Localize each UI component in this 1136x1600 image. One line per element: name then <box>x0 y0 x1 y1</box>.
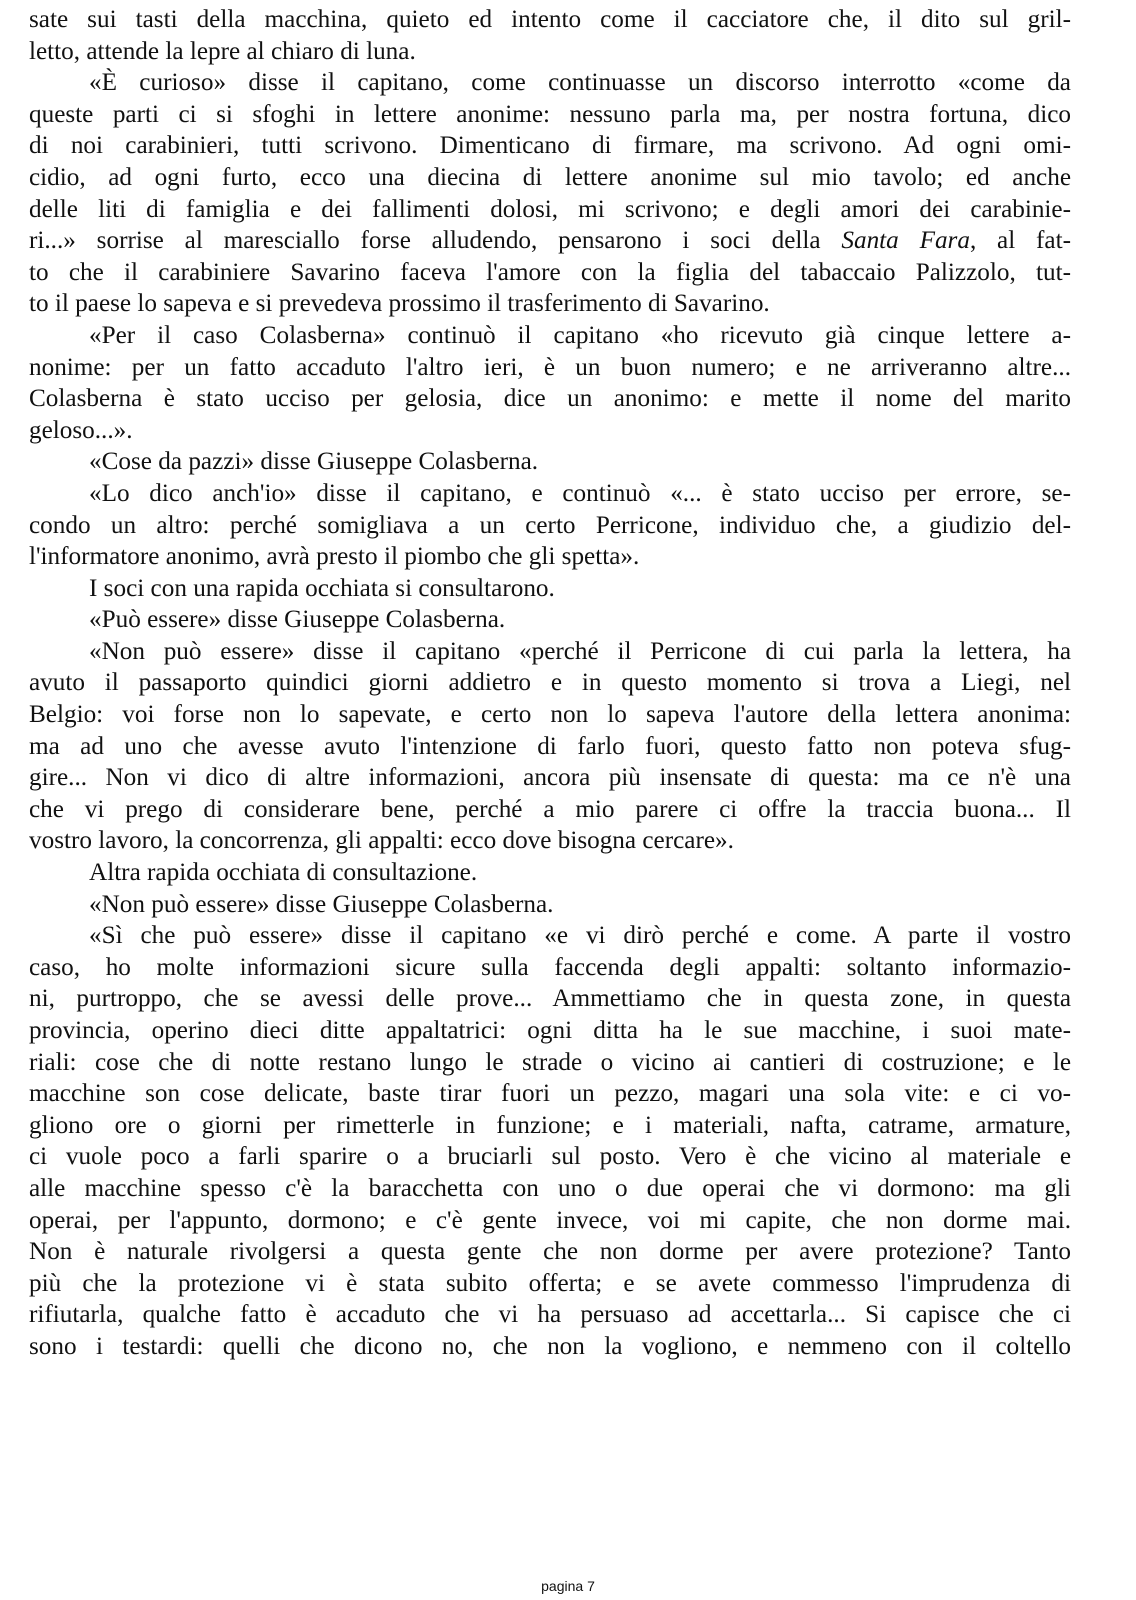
text-line: sono i testardi: quelli che dicono no, che non la vogliono, e nemmeno con il coltello <box>29 1332 1071 1360</box>
text-line: Non è naturale rivolgersi a questa gente che non dorme per avere protezione? Tanto <box>29 1238 1071 1266</box>
text-line: to che il carabiniere Savarino faceva l'amore con la figlia del tabaccaio Palizzolo, tut- <box>29 258 1071 286</box>
text-line: «Cose da pazzi» disse Giuseppe Colasberna. <box>89 448 539 476</box>
text-segment: ri...» sorrise al maresciallo forse alludendo, pensarono i soci della <box>29 227 842 255</box>
text-line: «Lo dico anch'io» disse il capitano, e continuò «... è stato ucciso per errore, se- <box>89 479 1071 507</box>
text-line: «È curioso» disse il capitano, come continuasse un discorso interrotto «come da <box>89 69 1071 97</box>
text-line: condo un altro: perché somigliava a un certo Perricone, individuo che, a giudizio del- <box>29 511 1071 539</box>
text-line: Colasberna è stato ucciso per gelosia, dice un anonimo: e mette il nome del marito <box>29 385 1071 413</box>
text-line: riali: cose che di notte restano lungo le strade o vicino ai cantieri di costruzione; e le <box>29 1048 1071 1076</box>
text-line: queste parti ci si sfoghi in lettere anonime: nessuno parla ma, per nostra fortuna, dico <box>29 100 1071 128</box>
text-line: ci vuole poco a farli sparire o a bruciarli sul posto. Vero è che vicino al materiale e <box>29 1143 1071 1171</box>
text-line: «Non può essere» disse il capitano «perché il Perricone di cui parla la lettera, ha <box>89 637 1071 665</box>
text-segment: , al fat- <box>969 227 1071 255</box>
text-line: letto, attende la lepre al chiaro di luna. <box>29 37 416 65</box>
text-line: gliono ore o giorni per rimetterle in funzione; e i materiali, nafta, catrame, armature, <box>29 1111 1071 1139</box>
text-line: sate sui tasti della macchina, quieto ed intento come il cacciatore che, il dito sul gril- <box>29 6 1071 33</box>
text-line: l'informatore anonimo, avrà presto il piombo che gli spetta». <box>29 543 640 571</box>
text-line: ni, purtroppo, che se avessi delle prove... Ammettiamo che in questa zone, in questa <box>29 985 1071 1013</box>
text-line: Belgio: voi forse non lo sapevate, e certo non lo sapeva l'autore della lettera anonima: <box>29 701 1071 729</box>
text-line: vostro lavoro, la concorrenza, gli appalti: ecco dove bisogna cercare». <box>29 827 734 855</box>
text-line: ma ad uno che avesse avuto l'intenzione di farlo fuori, questo fatto non poteva sfug- <box>29 732 1071 760</box>
text-line: nonime: per un fatto accaduto l'altro ieri, è un buon numero; e ne arriveranno altre... <box>29 353 1071 381</box>
text-line: to il paese lo sapeva e si prevedeva prossimo il trasferimento di Savarino. <box>29 290 770 318</box>
text-line: «Non può essere» disse Giuseppe Colasberna. <box>89 890 554 918</box>
text-line: delle liti di famiglia e dei fallimenti dolosi, mi scrivono; e degli amori dei carabinie- <box>29 195 1071 223</box>
text-line: di noi carabinieri, tutti scrivono. Dimenticano di firmare, ma scrivono. Ad ogni omi- <box>29 132 1071 160</box>
text-line: rifiutarla, qualche fatto è accaduto che vi ha persuaso ad accettarla... Si capisce che ci <box>29 1301 1071 1329</box>
text-line: gire... Non vi dico di altre informazioni, ancora più insensate di questa: ma ce n'è una <box>29 764 1071 792</box>
text-line: che vi prego di considerare bene, perché a mio parere ci offre la traccia buona... Il <box>29 795 1071 823</box>
text-line: cidio, ad ogni furto, ecco una diecina di lettere anonime sul mio tavolo; ed anche <box>29 163 1071 191</box>
text-line: macchine son cose delicate, baste tirar fuori un pezzo, magari una sola vite: e ci vo- <box>29 1080 1071 1108</box>
text-line: provincia, operino dieci ditte appaltatrici: ogni ditta ha le sue macchine, i suoi mate- <box>29 1017 1071 1044</box>
text-line: «Può essere» disse Giuseppe Colasberna. <box>89 606 506 634</box>
text-line <box>29 225 1071 257</box>
text-line: geloso...». <box>29 416 133 444</box>
text-line: Altra rapida occhiata di consultazione. <box>89 859 478 887</box>
text-line: avuto il passaporto quindici giorni addietro e in questo momento si trova a Liegi, nel <box>29 669 1071 697</box>
text-line: «Sì che può essere» disse il capitano «e vi dirò perché e come. A parte il vostro <box>89 922 1071 950</box>
text-line: operai, per l'appunto, dormono; e c'è gente invece, voi mi capite, che non dorme mai. <box>29 1206 1071 1234</box>
text-line: caso, ho molte informazioni sicure sulla faccenda degli appalti: soltanto informazio- <box>29 953 1071 981</box>
text-line: I soci con una rapida occhiata si consultarono. <box>89 574 555 602</box>
page-number: pagina 7 <box>541 1578 595 1594</box>
text-line: più che la protezione vi è stata subito offerta; e se avete commesso l'imprudenza di <box>29 1269 1071 1297</box>
text-line: «Per il caso Colasberna» continuò il capitano «ho ricevuto già cinque lettere a- <box>89 321 1071 349</box>
italic-title: Santa Fara <box>841 227 970 255</box>
text-line: alle macchine spesso c'è la baracchetta con uno o due operai che vi dormono: ma gli <box>29 1174 1071 1202</box>
document-body <box>29 4 1071 1363</box>
